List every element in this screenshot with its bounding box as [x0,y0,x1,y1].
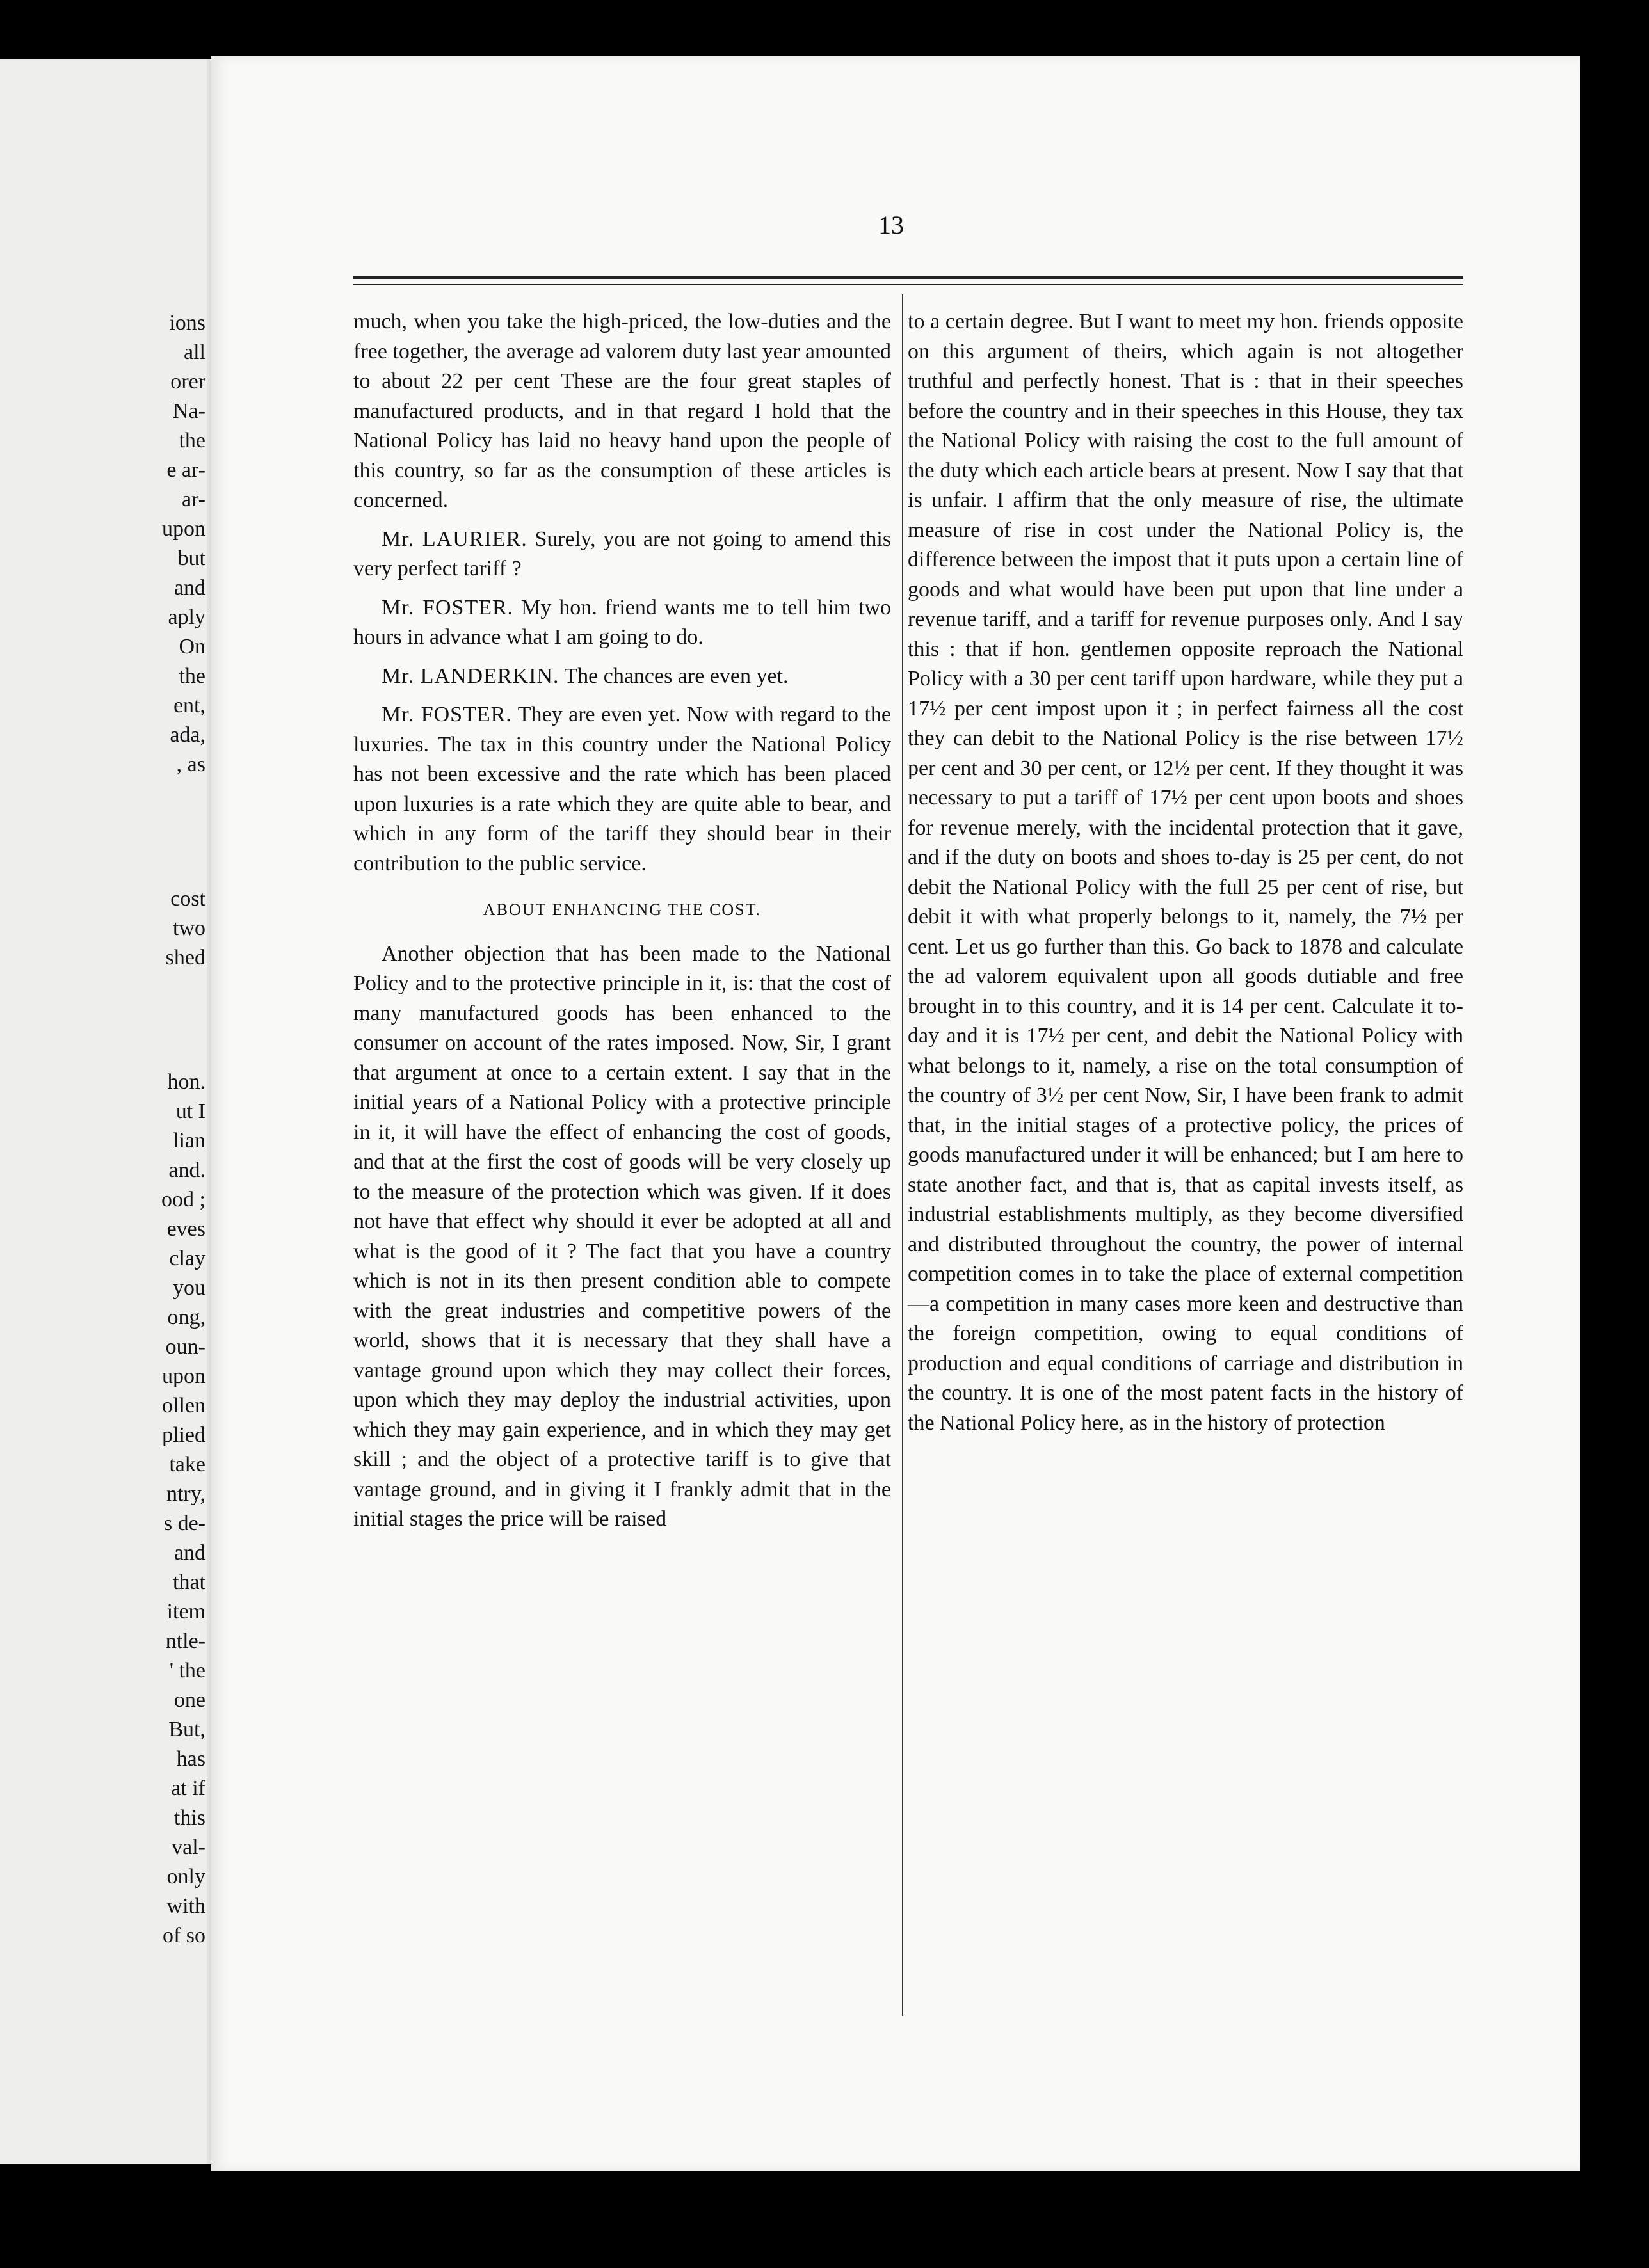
left-page-fragment-line: two [173,916,205,940]
left-page-fragment-line: upon [162,517,205,541]
left-page-fragments-bottom [161,1067,205,1951]
speaker-name: Mr. FOSTER. [382,703,512,726]
left-page-fragment-line: shed [165,946,205,970]
document-page [211,56,1580,2171]
left-page-fragment-line: ar- [181,488,205,511]
adjacent-left-page [0,59,221,2164]
left-page-fragments-middle [166,884,205,973]
left-page-fragment-line: all [184,340,205,364]
left-page-fragment-line: upon [162,1364,205,1388]
left-page-fragment-line: plied [162,1423,205,1447]
left-page-fragment-line: But, [168,1718,205,1741]
paragraph: Another objection that has been made to the National Policy and to the protective principle in it, is: that the cost of many manufactured goods has been enhanced to the consumer on account of the rates imposed. Now, Sir, I grant that argument at once to a certain extent. I say that in the initial years of a National Policy with a protective principle in it, it will have the effect of enhancing the cost of goods, and that at the first the cost of goods will be very closely up to the measure of the protection which was given. If it does not have that effect why should it ever be adopted at all and what is the good of it ? The fact that you have a country which is not in its then present condition able to compete with the great industries and competitive powers of the world, shows that it is necessary that they shall have a vantage ground upon which they may collect their forces, upon which they may deploy the industrial activities, upon which they may gain experience, and in which they may get skill ; and the object of a protective tariff is to give that vantage ground, and in giving it I frankly admit that in the initial stages the price will be raised [353,941,891,1531]
paragraph: to a certain degree. But I want to meet my hon. friends opposite on this argument of theirs, which again is not altogether truthful and perfectly honest. That is : that in their speeches before the country and in their speeches in this House, they tax the National Policy with raising the cost to the full amount of the duty which each article bears at present. Now I say that that is unfair. I affirm that the only measure of rise, the ultimate measure of rise in cost under the National Policy is, the difference between the impost that it puts upon a certain line of goods and what would have been put upon that line under a revenue tariff, and a tariff for revenue purposes only. And I say this : that if hon. gentlemen opposite reproach the National Policy with a 30 per cent tariff upon hardware, while they put a 17½ per cent impost upon it ; in perfect fairness all the cost they can debit to the National Policy is the rise between 17½ per cent and 30 per cent, or 12½ per cent. If they thought it was necessary to put a tariff of 17½ per cent upon boots and shoes for revenue merely, with the incidental protection that it gave, and if the duty on boots and shoes to-day is 25 per cent, do not debit the National Policy with the full 25 per cent of rise, but debit it with what properly belongs to it, namely, the 7½ per cent. Let us go further than this. Go back to 1878 and calculate the ad valorem equivalent upon all goods dutiable and free brought in to this country, and it is 14 per cent. Calculate it to-day and it is 17½ per cent, and debit the National Policy with what belongs to it, namely, a rise on the total consumption of the country of 3½ per cent Now, Sir, I have been frank to admit that, in the initial stages of a protective policy, the prices of goods manufactured under it will be enhanced; but I am here to state another fact, and that is, that as capital invests itself, as industrial establishments multiply, as they become diversified and distributed throughout the country, the power of internal competition comes in to take the place of external competition—a competition in many cases more keen and destructive than the foreign competition, owing to equal conditions of production and equal conditions of carriage and distribution in the country. It is one of the most patent facts in the history of the National Policy here, as in the history of protection [908,310,1463,1435]
right-column [908,307,1463,1447]
left-page-fragment-line: ent, [173,694,205,717]
left-page-fragment-line: ntle- [165,1629,205,1653]
left-page-fragment-line: ut I [175,1099,205,1123]
left-page-fragment-line: ions [169,311,205,335]
speaker-name: Mr. LANDERKIN. [382,664,559,688]
left-page-fragment-line: s de- [163,1512,205,1535]
page-number: 13 [878,211,904,239]
speaker-name: Mr. FOSTER. [382,595,514,619]
left-page-fragment-line: Na- [173,399,205,423]
header-rule [353,276,1463,279]
left-page-fragment-line: , as [176,753,205,776]
left-page-fragment-line: ada, [170,723,205,747]
left-page-fragment-line: aply [168,605,205,629]
speech-text: They are even yet. Now with regard to the luxuries. The tax in this country under the National Policy has not been excessive and the rate which has been placed upon luxuries is a rate which they are quite able to bear, and which in any form of the tariff they should bear in their contribution to the public service. [353,703,892,875]
left-page-fragment-line: On [179,635,205,659]
left-page-fragment-line: ong, [167,1306,205,1329]
left-page-fragment-line: oun- [165,1335,205,1359]
left-page-fragment-line: ' the [169,1659,205,1682]
left-page-fragment-line: ntry, [166,1482,205,1506]
speech-paragraph [353,593,891,653]
speech-paragraph [353,700,891,879]
left-page-fragment-line: you [173,1276,205,1300]
left-page-fragment-line: this [173,1806,205,1830]
left-page-fragment-line: val- [172,1835,205,1859]
left-page-fragment-line: eves [166,1217,205,1241]
column-divider [902,294,903,2016]
left-page-fragment-line: only [166,1865,205,1889]
left-page-fragment-line: hon. [167,1070,205,1094]
left-page-fragment-line: but [177,547,205,570]
left-page-fragment-line: ood ; [161,1188,205,1211]
left-page-fragment-line: e ar- [166,458,205,482]
left-page-fragment-line: and. [168,1158,205,1182]
left-page-fragment-line: and [173,576,205,600]
paragraph: much, when you take the high-priced, the low-duties and the free together, the average ad valorem duty last year amounted to about 22 per cent These are the four great staples of manufactured products, and in that regard I hold that the National Policy has laid no heavy hand upon the people of this country, so far as the consumption of these articles is concerned. [353,310,891,512]
section-heading: ABOUT ENHANCING THE COST. [483,900,762,919]
left-page-fragment-line: has [176,1747,205,1771]
left-page-fragment-line: of so [162,1924,205,1947]
left-page-fragment-line: and [173,1541,205,1565]
speech-text: Surely, you are not going to amend this very perfect tariff ? [353,527,892,580]
speech-text: My hon. friend wants me to tell him two hours in advance what I am going to do. [353,595,892,649]
left-page-fragment-line: item [166,1600,205,1624]
left-page-fragment-line: that [173,1570,205,1594]
left-page-fragment-line: the [179,429,205,452]
left-page-fragment-line: ollen [162,1394,205,1418]
speech-paragraph [353,662,891,692]
left-page-fragment-line: the [179,664,205,688]
left-page-fragment-line: orer [170,370,205,394]
speech-paragraph [353,525,891,584]
left-column [353,307,891,1544]
speaker-name: Mr. LAURIER. [382,527,527,551]
left-page-fragment-line: cost [170,887,205,911]
left-page-fragment-line: lian [173,1129,205,1153]
left-page-fragments-top [162,308,205,779]
left-page-fragment-line: with [166,1894,205,1918]
left-page-fragment-line: one [173,1688,205,1712]
left-page-fragment-line: clay [169,1247,205,1270]
speech-text: The chances are even yet. [564,664,789,688]
left-page-fragment-line: take [169,1453,205,1476]
left-page-fragment-line: at if [171,1777,205,1800]
header-rule-thin [353,284,1463,285]
